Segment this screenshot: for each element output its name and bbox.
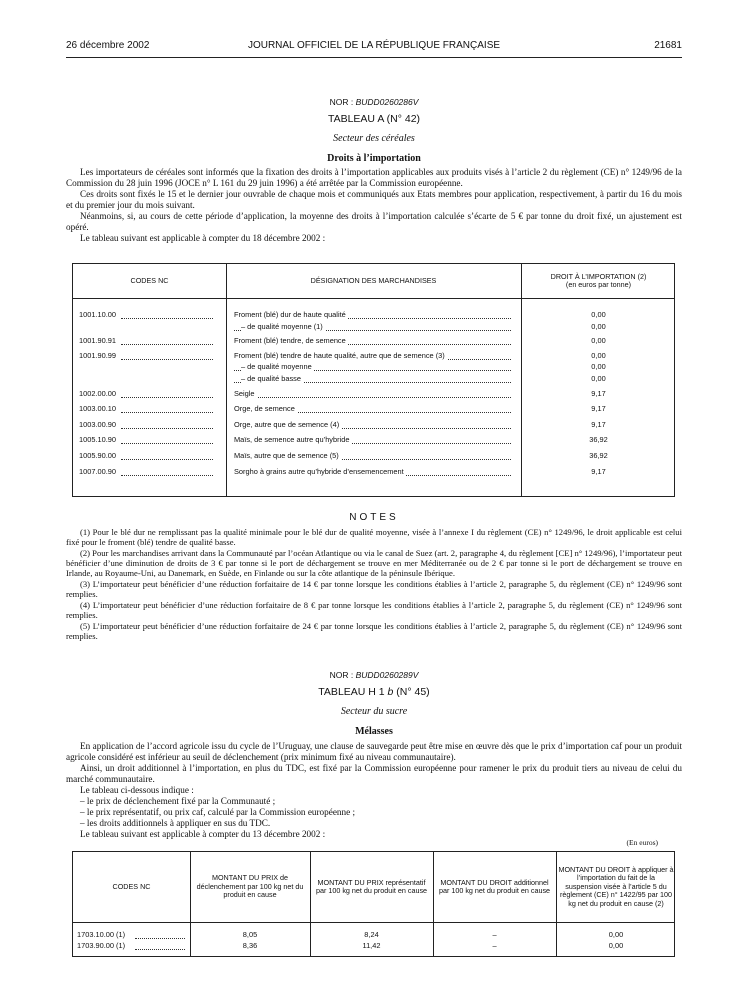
- paragraph: – les droits additionnels à appliquer en sus du TDC.: [80, 818, 271, 828]
- duty-value-cell: 9,17: [591, 388, 606, 398]
- designation-cell: Seigle: [234, 388, 255, 398]
- leader-dots: [234, 397, 511, 398]
- duty-value-cell: 9,17: [591, 404, 606, 414]
- note-item: (3) L’importateur peut bénéficier d’une réduction forfaitaire de 14 € par tonne lorsque les conditions établies à l’article 2, paragraphe 5, du règlement (CE) n° 1249/96 sont remplies.: [66, 579, 682, 599]
- paragraph: Le tableau suivant est applicable à compter du 13 décembre 2002 :: [80, 829, 326, 839]
- note-item: (4) L’importateur peut bénéficier d’une réduction forfaitaire de 8 € par tonne lorsque les conditions établies à l’article 2, paragraphe 5, du règlement (CE) n° 1249/96 sont remplies.: [66, 600, 682, 620]
- paragraph: Ces droits sont fixés le 15 et le dernier jour ouvrable de chaque mois et communiqués aux Etats membres pour application, respectivement, à partir du 16 du mois et du premier jour du mois suivant.: [66, 189, 682, 210]
- nc-code-cell: 1703.90.00 (1): [77, 941, 126, 950]
- leader-dots: [121, 318, 213, 319]
- additional-duty-cell: –: [492, 930, 497, 939]
- suspension-duty-cell: 0,00: [608, 941, 624, 950]
- leader-dots: [135, 938, 185, 939]
- designation-cell: Maïs, de semence autre qu’hybride: [234, 435, 350, 445]
- designation-cell: Froment (blé) tendre, de semence: [234, 336, 346, 346]
- column-header-codes-b: CODES NC: [112, 881, 151, 891]
- trigger-price-cell: 8,05: [242, 930, 258, 939]
- header-date: 26 décembre 2002: [66, 40, 150, 51]
- currency-note: (En euros): [626, 838, 658, 847]
- duty-value-cell: 9,17: [591, 466, 606, 476]
- nc-code-cell: 1002.00.00: [79, 388, 116, 398]
- nor-reference-a: NOR : BUDD0260286V: [329, 97, 419, 107]
- paragraph: – le prix représentatif, ou prix caf, calculé par la Commission européenne ;: [80, 807, 356, 817]
- paragraph: Néanmoins, si, au cours de cette période d’application, la moyenne des droits à l’importation calculée s’écarte de 5 € par tonne du droit fixé, un ajustement est opéré.: [66, 211, 682, 232]
- duty-value-cell: 0,00: [591, 310, 606, 319]
- representative-price-cell: 8,24: [364, 930, 379, 939]
- nc-code-cell: 1001.90.99: [79, 350, 116, 360]
- duty-value-cell: 0,00: [591, 362, 606, 372]
- nc-code-cell: 1003.00.90: [79, 419, 116, 429]
- duty-value-cell: 9,17: [591, 419, 606, 429]
- leader-dots: [121, 412, 213, 413]
- heading-droits-importation: Droits à l’importation: [327, 153, 421, 164]
- representative-price-cell: 11,42: [362, 941, 381, 950]
- designation-cell: – de qualité moyenne: [241, 362, 312, 372]
- notes-list: [66, 527, 682, 642]
- column-header-designation: DÉSIGNATION DES MARCHANDISES: [310, 275, 437, 285]
- sector-cereales: Secteur des céréales: [333, 133, 415, 144]
- intro-paragraphs-a: [66, 167, 682, 244]
- trigger-price-cell: 8,36: [242, 941, 258, 950]
- cereals-import-duty-table: [72, 263, 675, 497]
- header-page-number: 21681: [654, 40, 682, 51]
- column-header-suspension: MONTANT DU DROIT à appliquer à l’importation du fait de la suspension visée à l’article 5 du règlement (CE) n° 1422/95 par 100 kg net du produit en cause (2): [558, 864, 674, 908]
- designation-cell: Orge, de semence: [234, 404, 295, 414]
- suspension-duty-cell: 0,00: [608, 930, 624, 939]
- column-header-additionnel: MONTANT DU DROIT additionnel par 100 kg net du produit en cause: [438, 877, 551, 895]
- designation-cell: Froment (blé) dur de haute qualité: [234, 310, 346, 319]
- column-header-codes: CODES NC: [130, 275, 169, 285]
- nc-code-cell: 1005.10.90: [79, 435, 116, 445]
- paragraph: En application de l’accord agricole issu du cycle de l’Uruguay, une clause de sauvegarde peut être mise en œuvre dès que le prix d’importation caf pour un produit agricole considéré est inférieur au seuil de déclenchement (prix minimum fixé au niveau communautaire).: [66, 741, 682, 762]
- additional-duty-cell: –: [492, 941, 497, 950]
- designation-cell: – de qualité basse: [241, 374, 301, 383]
- duty-value-cell: 0,00: [591, 350, 606, 360]
- intro-paragraphs-b: [66, 741, 682, 840]
- paragraph: Le tableau suivant est applicable à compter du 18 décembre 2002 :: [80, 233, 326, 243]
- notes-title: NOTES: [349, 512, 399, 523]
- nc-code-cell: 1003.00.10: [79, 404, 116, 414]
- duty-value-cell: 0,00: [591, 321, 606, 331]
- leader-dots: [135, 949, 185, 950]
- leader-dots: [121, 344, 213, 345]
- paragraph: – le prix de déclenchement fixé par la Communauté ;: [80, 796, 276, 806]
- note-item: (5) L’importateur peut bénéficier d’une réduction forfaitaire de 24 € par tonne lorsque les conditions établies à l’article 2, paragraphe 5, du règlement (CE) n° 1249/96 sont remplies.: [66, 621, 682, 641]
- header-rule: [66, 57, 682, 58]
- note-item: (2) Pour les marchandises arrivant dans la Communauté par l’océan Atlantique ou via le canal de Suez (art. 2, paragraphe 4, du règlement [CE] n° 1249/96), l’importateur peut bénéficier d’une diminution de droits de 3 € par tonne si le port de déchargement se trouve en mer Méditerranée ou de 2 € par tonne si le port de déchargement se trouve en Irlande, au Royaume-Uni, au Danemark, en Suède, en Finlande ou sur la côte atlantique de la péninsule Ibérique.: [66, 548, 682, 578]
- note-item: (1) Pour le blé dur ne remplissant pas la qualité minimale pour le blé dur de qualité moyenne, visée à l’annexe I du règlement (CE) n° 1249/96, le droit applicable est celui fixé pour le froment (blé) tendre de qualité basse.: [66, 527, 682, 547]
- leader-dots: [121, 428, 213, 429]
- nc-code-cell: 1703.10.00 (1): [77, 930, 126, 939]
- duty-value-cell: 0,00: [591, 374, 606, 383]
- nc-code-cell: 1001.10.00: [79, 310, 116, 319]
- sector-sucre: Secteur du sucre: [340, 706, 408, 717]
- page-header: [66, 40, 682, 56]
- heading-melasses: Mélasses: [355, 726, 393, 737]
- paragraph: Ainsi, un droit additionnel à l’importation, en plus du TDC, est fixé par la Commission européenne pour ramener le prix du produit tiers au niveau de celui du marché communautaire.: [66, 763, 682, 784]
- leader-dots: [121, 359, 213, 360]
- leader-dots: [121, 475, 213, 476]
- tableau-a-title: TABLEAU A (N° 42): [327, 113, 421, 125]
- leader-dots: [121, 443, 213, 444]
- paragraph: Les importateurs de céréales sont informés que la fixation des droits à l’importation applicables aux produits visés à l’article 2 du règlement (CE) n° 1249/96 de la Commission du 28 juin 1996 (JOCE n° L 161 du 29 juin 1996) a été arrêtée par la Commission européenne.: [66, 167, 682, 188]
- leader-dots: [121, 397, 213, 398]
- duty-value-cell: 36,92: [589, 435, 608, 445]
- duty-value-cell: 0,00: [591, 336, 606, 346]
- column-header-representatif: MONTANT DU PRIX représentatif par 100 kg net du produit en cause: [315, 877, 428, 895]
- tableau-h1b-title: TABLEAU H 1 b (N° 45): [318, 686, 430, 698]
- column-header-droit: DROIT À L’IMPORTATION (2) (en euros par tonne): [550, 271, 647, 289]
- designation-cell: – de qualité moyenne (1): [241, 321, 323, 331]
- designation-cell: Froment (blé) tendre de haute qualité, autre que de semence (3): [234, 350, 445, 360]
- nc-code-cell: 1005.90.00: [79, 451, 116, 460]
- nor-reference-b: NOR : BUDD0260289V: [329, 670, 419, 680]
- column-header-declenchement: MONTANT DU PRIX de déclenchement par 100 kg net du produit en cause: [196, 873, 304, 900]
- designation-cell: Orge, autre que de semence (4): [234, 419, 340, 429]
- designation-cell: Sorgho à grains autre qu’hybride d’ensemencement: [234, 466, 404, 476]
- nc-code-cell: 1001.90.91: [79, 336, 116, 346]
- header-journal-title: JOURNAL OFFICIEL DE LA RÉPUBLIQUE FRANÇAISE: [247, 40, 501, 51]
- duty-value-cell: 36,92: [589, 451, 608, 460]
- molasses-import-table: [72, 851, 675, 957]
- leader-dots: [121, 459, 213, 460]
- designation-cell: Maïs, autre que de semence (5): [234, 451, 339, 460]
- nc-code-cell: 1007.00.90: [79, 466, 116, 476]
- paragraph: Le tableau ci-dessous indique :: [80, 785, 194, 795]
